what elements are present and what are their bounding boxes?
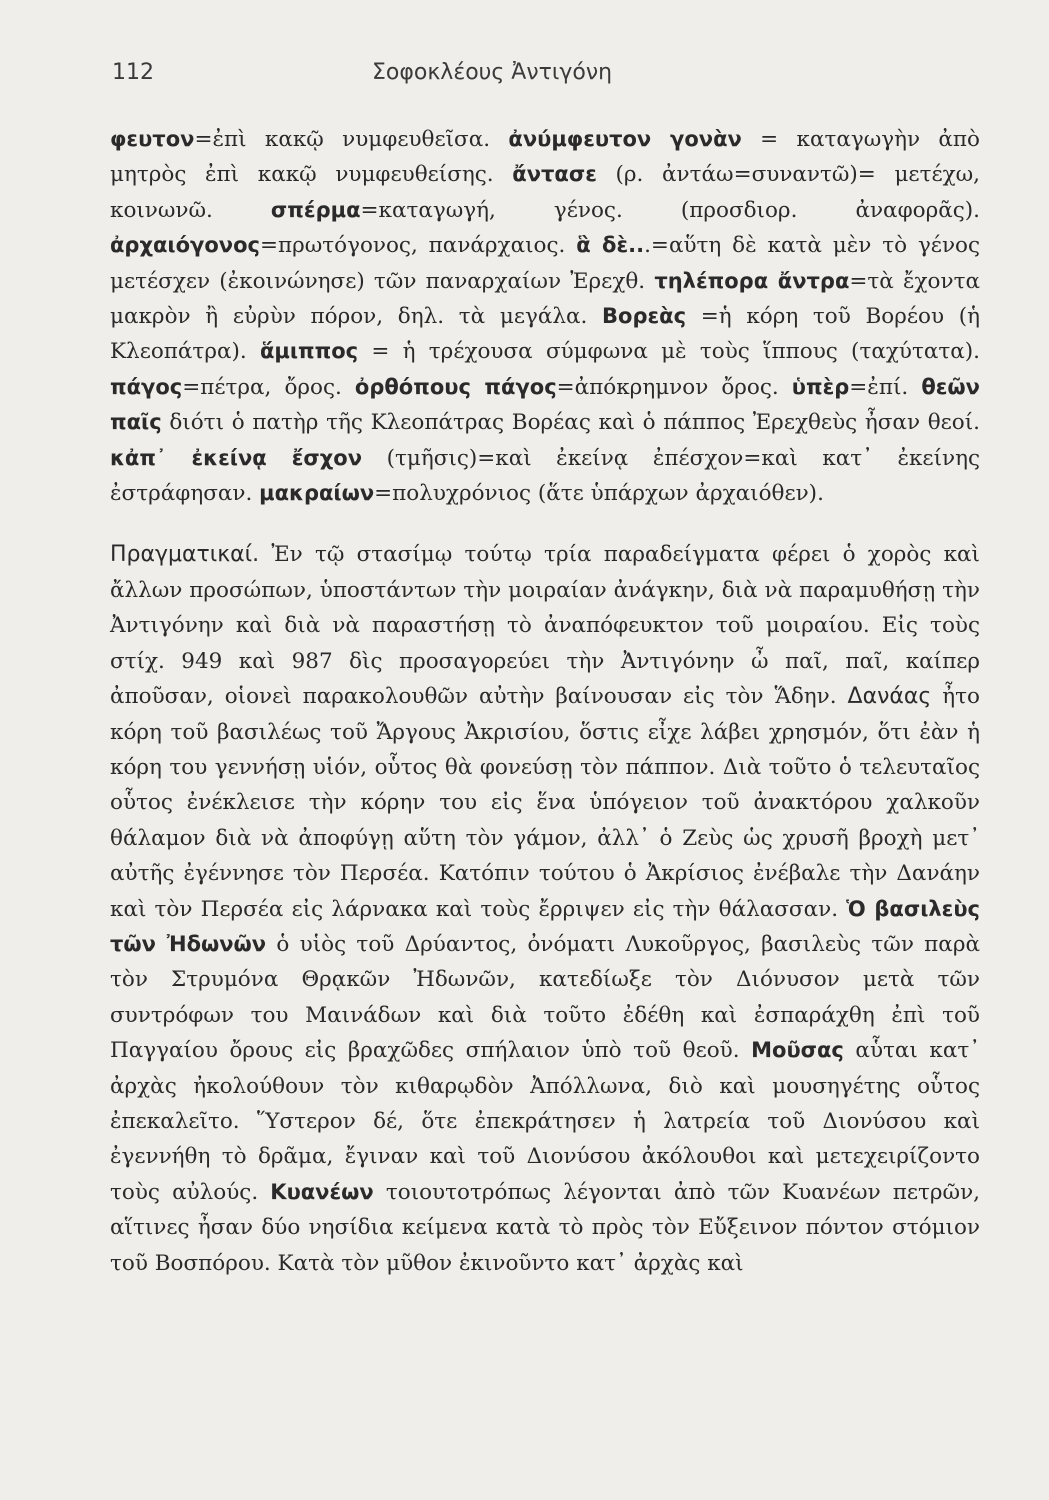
glossed-term: ἀρχαιόγονος <box>110 233 260 258</box>
text-run: (τμῆσις)=καὶ ἐκείνᾳ ἐπέσχον=καὶ κατ᾿ ἐκείνης ἐστράφησαν. <box>110 445 980 507</box>
glossed-term: μακραίων <box>259 481 375 506</box>
text-run: =πέτρα, ὄρος. <box>182 374 355 400</box>
page-number: 112 <box>112 60 154 85</box>
glossed-term: θεῶν παῖς <box>110 374 980 435</box>
page-header <box>112 60 969 100</box>
text-run: Ἐν τῷ στασίμῳ τούτῳ τρία παραδείγματα φέρει ὁ χορὸς καὶ ἄλλων προσώπων, ὑποστάντων τὴν μοιραίαν ἀνάγκην, διὰ νὰ παραμυθήσῃ τὴν Ἀντιγόνην καὶ διὰ νὰ παραστήσῃ τὸ ἀναπόφευκτον τοῦ μοιραίου. Εἰς τοὺς στίχ. 949 καὶ 987 δὶς προσαγορεύει τὴν Ἀντιγόνην ὦ παῖ, παῖ, καίπερ ἀποῦσαν, οἱονεὶ παρακολουθῶν αὐτὴν βαίνουσαν εἰς τὸν Ἅδην. <box>110 542 980 710</box>
section-lead: Πραγματικαί. <box>110 542 260 568</box>
text-run: τοιουτοτρόπως λέγονται ἀπὸ τῶν Κυανέων πετρῶν, αἵτινες ἦσαν δύο νησίδια κείμενα κατὰ τὸ πρὸς τὸν Εὔξεινον πόντον στόμιον τοῦ Βοσπόρου. Κατὰ τὸν μῦθον ἐκινοῦντο κατ᾿ ἀρχὰς καὶ <box>110 1179 980 1276</box>
text-run: =καταγωγή, γένος. (προσδιορ. ἀναφορᾶς). <box>360 197 981 223</box>
text-run: =ἡ κόρη τοῦ Βορέου (ἡ Κλεοπάτρα). <box>110 304 981 365</box>
glossed-term: ὀρθόπους πάγος <box>354 374 557 399</box>
glossed-term: τηλέπορα ἄντρα <box>654 268 850 293</box>
section-lead: Δανάας <box>847 684 932 710</box>
glossed-term: πάγος <box>110 374 183 399</box>
body-text <box>110 122 980 1281</box>
text-run: =ἀπόκρημνον ὄρος. <box>556 374 792 400</box>
text-run: =ἐπί. <box>849 374 922 400</box>
text-run: =ἐπὶ κακῷ νυμφευθεῖσα. <box>194 127 509 152</box>
glossed-term: κἀπ᾿ ἐκείνᾳ ἔσχον <box>110 445 363 470</box>
text-run: αὗται κατ᾿ ἀρχὰς ἠκολούθουν τὸν κιθαρῳδὸν Ἀπόλλωνα, διὸ καὶ μουσηγέτης οὗτος ἐπεκαλεῖτο. Ὕστερον δέ, ὅτε ἐπεκράτησεν ἡ λατρεία τοῦ Διονύσου καὶ ἐγεννήθη τὸ δρᾶμα, ἔγιναν καὶ τοῦ Διονύσου ἀκόλουθοι καὶ μετεχειρίζοντο τοὺς αὐλούς. <box>110 1038 981 1205</box>
text-run: .=αὕτη δὲ κατὰ μὲν τὸ γένος μετέσχεν (ἐκοινώνησε) τῶν παναρχαίων Ἐρεχθ. <box>110 233 981 294</box>
glossed-term: Κυανέων <box>270 1179 374 1204</box>
glossed-term: ἅμιππος <box>259 339 359 364</box>
factual-notes-paragraph <box>110 537 980 1281</box>
text-run: διότι ὁ πατὴρ τῆς Κλεοπάτρας Βορέας καὶ ὁ πάππος Ἐρεχθεὺς ἦσαν θεοί. <box>161 410 980 436</box>
text-run: ἦτο κόρη τοῦ βασιλέως τοῦ Ἄργους Ἀκρισίου, ὅστις εἶχε λάβει χρησμόν, ὅτι ἐὰν ἡ κόρη του γεννήσῃ υἱόν, οὗτος θὰ φονεύσῃ τὸν πάππον. Διὰ τοῦτο ὁ τελευταῖος οὗτος ἐνέκλεισε τὴν κόρην του εἰς ἕνα ὑπόγειον τοῦ ἀνακτόρου χαλκοῦν θάλαμον διὰ νὰ ἀποφύγῃ αὕτη τὸν γάμον, ἀλλ᾿ ὁ Ζεὺς ὡς χρυσῆ βροχὴ μετ᾿ αὐτῆς ἐγέννησε τὸν Περσέα. Κατόπιν τούτου ὁ Ἀκρίσιος ἐνέβαλε τὴν Δανάην καὶ τὸν Περσέα εἰς λάρνακα καὶ τοὺς ἔρριψεν εἰς τὴν θάλασσαν. <box>110 684 980 922</box>
glossed-term: σπέρμα <box>270 197 361 222</box>
text-run: =πολυχρόνιος (ἅτε ὑπάρχων ἀρχαιόθεν). <box>374 481 824 507</box>
text-run: = καταγωγὴν ἀπὸ μητρὸς ἐπὶ κακῷ νυμφευθείσης. <box>110 127 980 188</box>
glossed-term: ἃ δὲ.. <box>576 233 645 258</box>
commentary-paragraph <box>110 122 980 511</box>
text-run: =τὰ ἔχοντα μακρὸν ἢ εὐρὺν πόρον, δηλ. τὰ μεγάλα. <box>110 268 980 330</box>
glossed-term: Μοῦσας <box>751 1038 844 1063</box>
glossed-term: ἀνύμφευτον γονὰν <box>508 127 742 151</box>
text-run: =πρωτόγονος, πανάρχαιος. <box>259 233 577 259</box>
glossed-term: ὑπὲρ <box>791 374 850 399</box>
text-run: ὁ υἱὸς τοῦ Δρύαντος, ὀνόματι Λυκοῦργος, βασιλεὺς τῶν παρὰ τὸν Στρυμόνα Θρᾳκῶν Ἠδωνῶν, κατεδίωξε τὸν Διόνυσον μετὰ τῶν συντρόφων του Μαινάδων καὶ διὰ τοῦτο ἐδέθη καὶ ἐσπαράχθη ἐπὶ τοῦ Παγγαίου ὄρους εἰς βραχῶδες σπήλαιον ὑπὸ τοῦ θεοῦ. <box>110 931 980 1064</box>
glossed-term: Ὁ βασιλεὺς τῶν Ἠδωνῶν <box>110 896 980 956</box>
running-title: Σοφοκλέους Ἀντιγόνη <box>372 60 613 85</box>
glossed-term: ἄντασε <box>512 162 597 187</box>
text-run: (ρ. ἀντάω=συναντῶ)= μετέχω, κοινωνῶ. <box>110 162 980 223</box>
text-run: = ἡ τρέχουσα σύμφωνα μὲ τοὺς ἵππους (ταχύτατα). <box>358 339 980 365</box>
glossed-term: φευτον <box>110 127 195 151</box>
glossed-term: Βορεὰς <box>602 304 687 329</box>
